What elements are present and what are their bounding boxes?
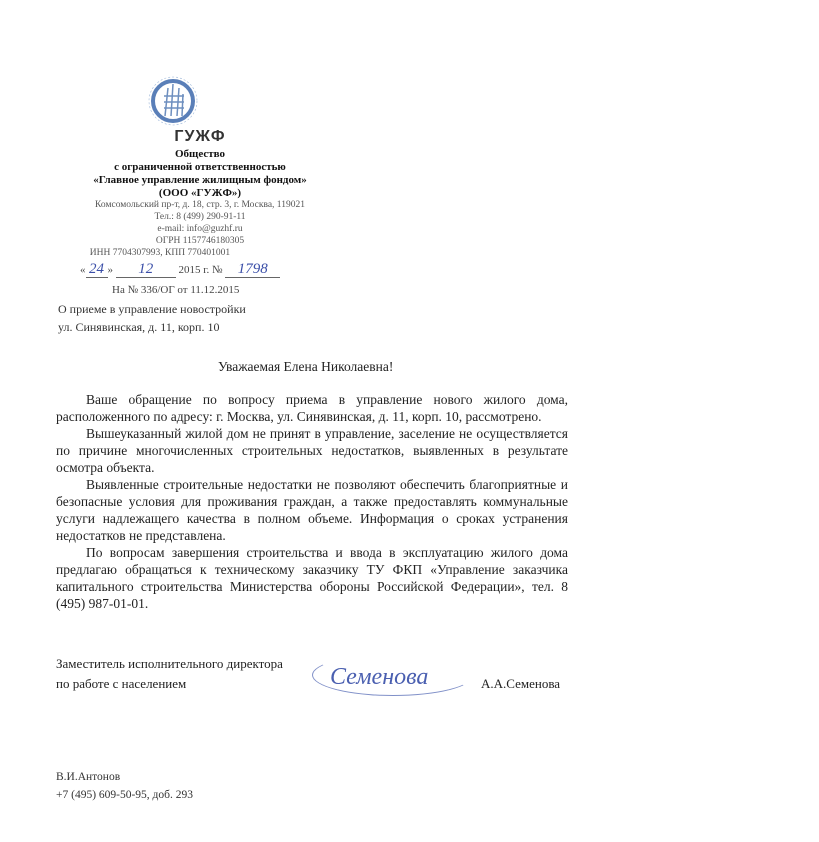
subject-line: О приеме в управление новостройки xyxy=(58,302,246,316)
org-address: Комсомольский пр-т, д. 18, стр. 3, г. Москва, 119021 xyxy=(95,200,305,210)
org-email: e-mail: info@guzhf.ru xyxy=(157,224,243,234)
greeting: Уважаемая Елена Николаевна! xyxy=(218,359,394,374)
paragraph: По вопросам завершения строительства и ввода в эксплуатацию жилого дома предлагаю обращаться к техническому заказчику ТУ ФКП «Управление заказчика капитального строительства Министерства обороны Российской Федерации», тел. 8 (495) 987-01-01. xyxy=(56,545,568,611)
outgoing-number: 1798 xyxy=(225,261,280,278)
paragraph: Вышеуказанный жилой дом не принят в управление, заселение не осуществляется по причине многочисленных строительных недостатков, выявленных в результате осмотра объекта. xyxy=(56,426,568,475)
brand-name: ГУЖФ xyxy=(174,128,226,145)
signer-position: по работе с населением xyxy=(56,676,187,691)
org-ogrn: ОГРН 1157746180305 xyxy=(155,236,245,246)
executor-phone: +7 (495) 609-50-95, доб. 293 xyxy=(56,789,194,801)
org-line: Общество xyxy=(174,148,225,160)
org-line: (ООО «ГУЖФ») xyxy=(158,187,242,199)
date-month: 12 xyxy=(116,261,176,278)
org-line: «Главное управление жилищным фондом» xyxy=(93,174,307,186)
outgoing-date: « 24 » 12 2015 г. № 1798 xyxy=(80,261,280,279)
executor-name: В.И.Антонов xyxy=(56,771,121,783)
subject-line: ул. Синявинская, д. 11, корп. 10 xyxy=(58,320,220,334)
handwritten-signature: Семенова xyxy=(330,664,429,690)
paragraph: Ваше обращение по вопросу приема в управление нового жилого дома, расположенного по адресу: г. Москва, ул. Синявинская, д. 11, корп. 10, рассмотрено. xyxy=(56,392,568,424)
letter-body xyxy=(56,391,568,612)
signature-flourish xyxy=(312,654,474,696)
org-line: с ограниченной ответственностью xyxy=(114,161,286,173)
paragraph: Выявленные строительные недостатки не позволяют обеспечить благоприятные и безопасные условия для проживания граждан, а также предоставлять коммунальные услуги надлежащего качества в полном объеме. Информация о сроках устранения недостатков не представлена. xyxy=(56,477,568,543)
org-inn: ИНН 7704307993, КПП 770401001 xyxy=(89,248,231,258)
date-day: 24 xyxy=(86,261,108,278)
org-phone: Тел.: 8 (499) 290-91-11 xyxy=(154,212,246,222)
signer-position: Заместитель исполнительного директора xyxy=(56,656,283,671)
date-year: 2015 г. xyxy=(178,264,210,276)
guzhf-logo xyxy=(146,72,200,126)
number-label: № xyxy=(212,264,223,276)
signer-name: А.А.Семенова xyxy=(481,676,561,691)
reference-line: На № 336/ОГ от 11.12.2015 xyxy=(112,284,240,296)
